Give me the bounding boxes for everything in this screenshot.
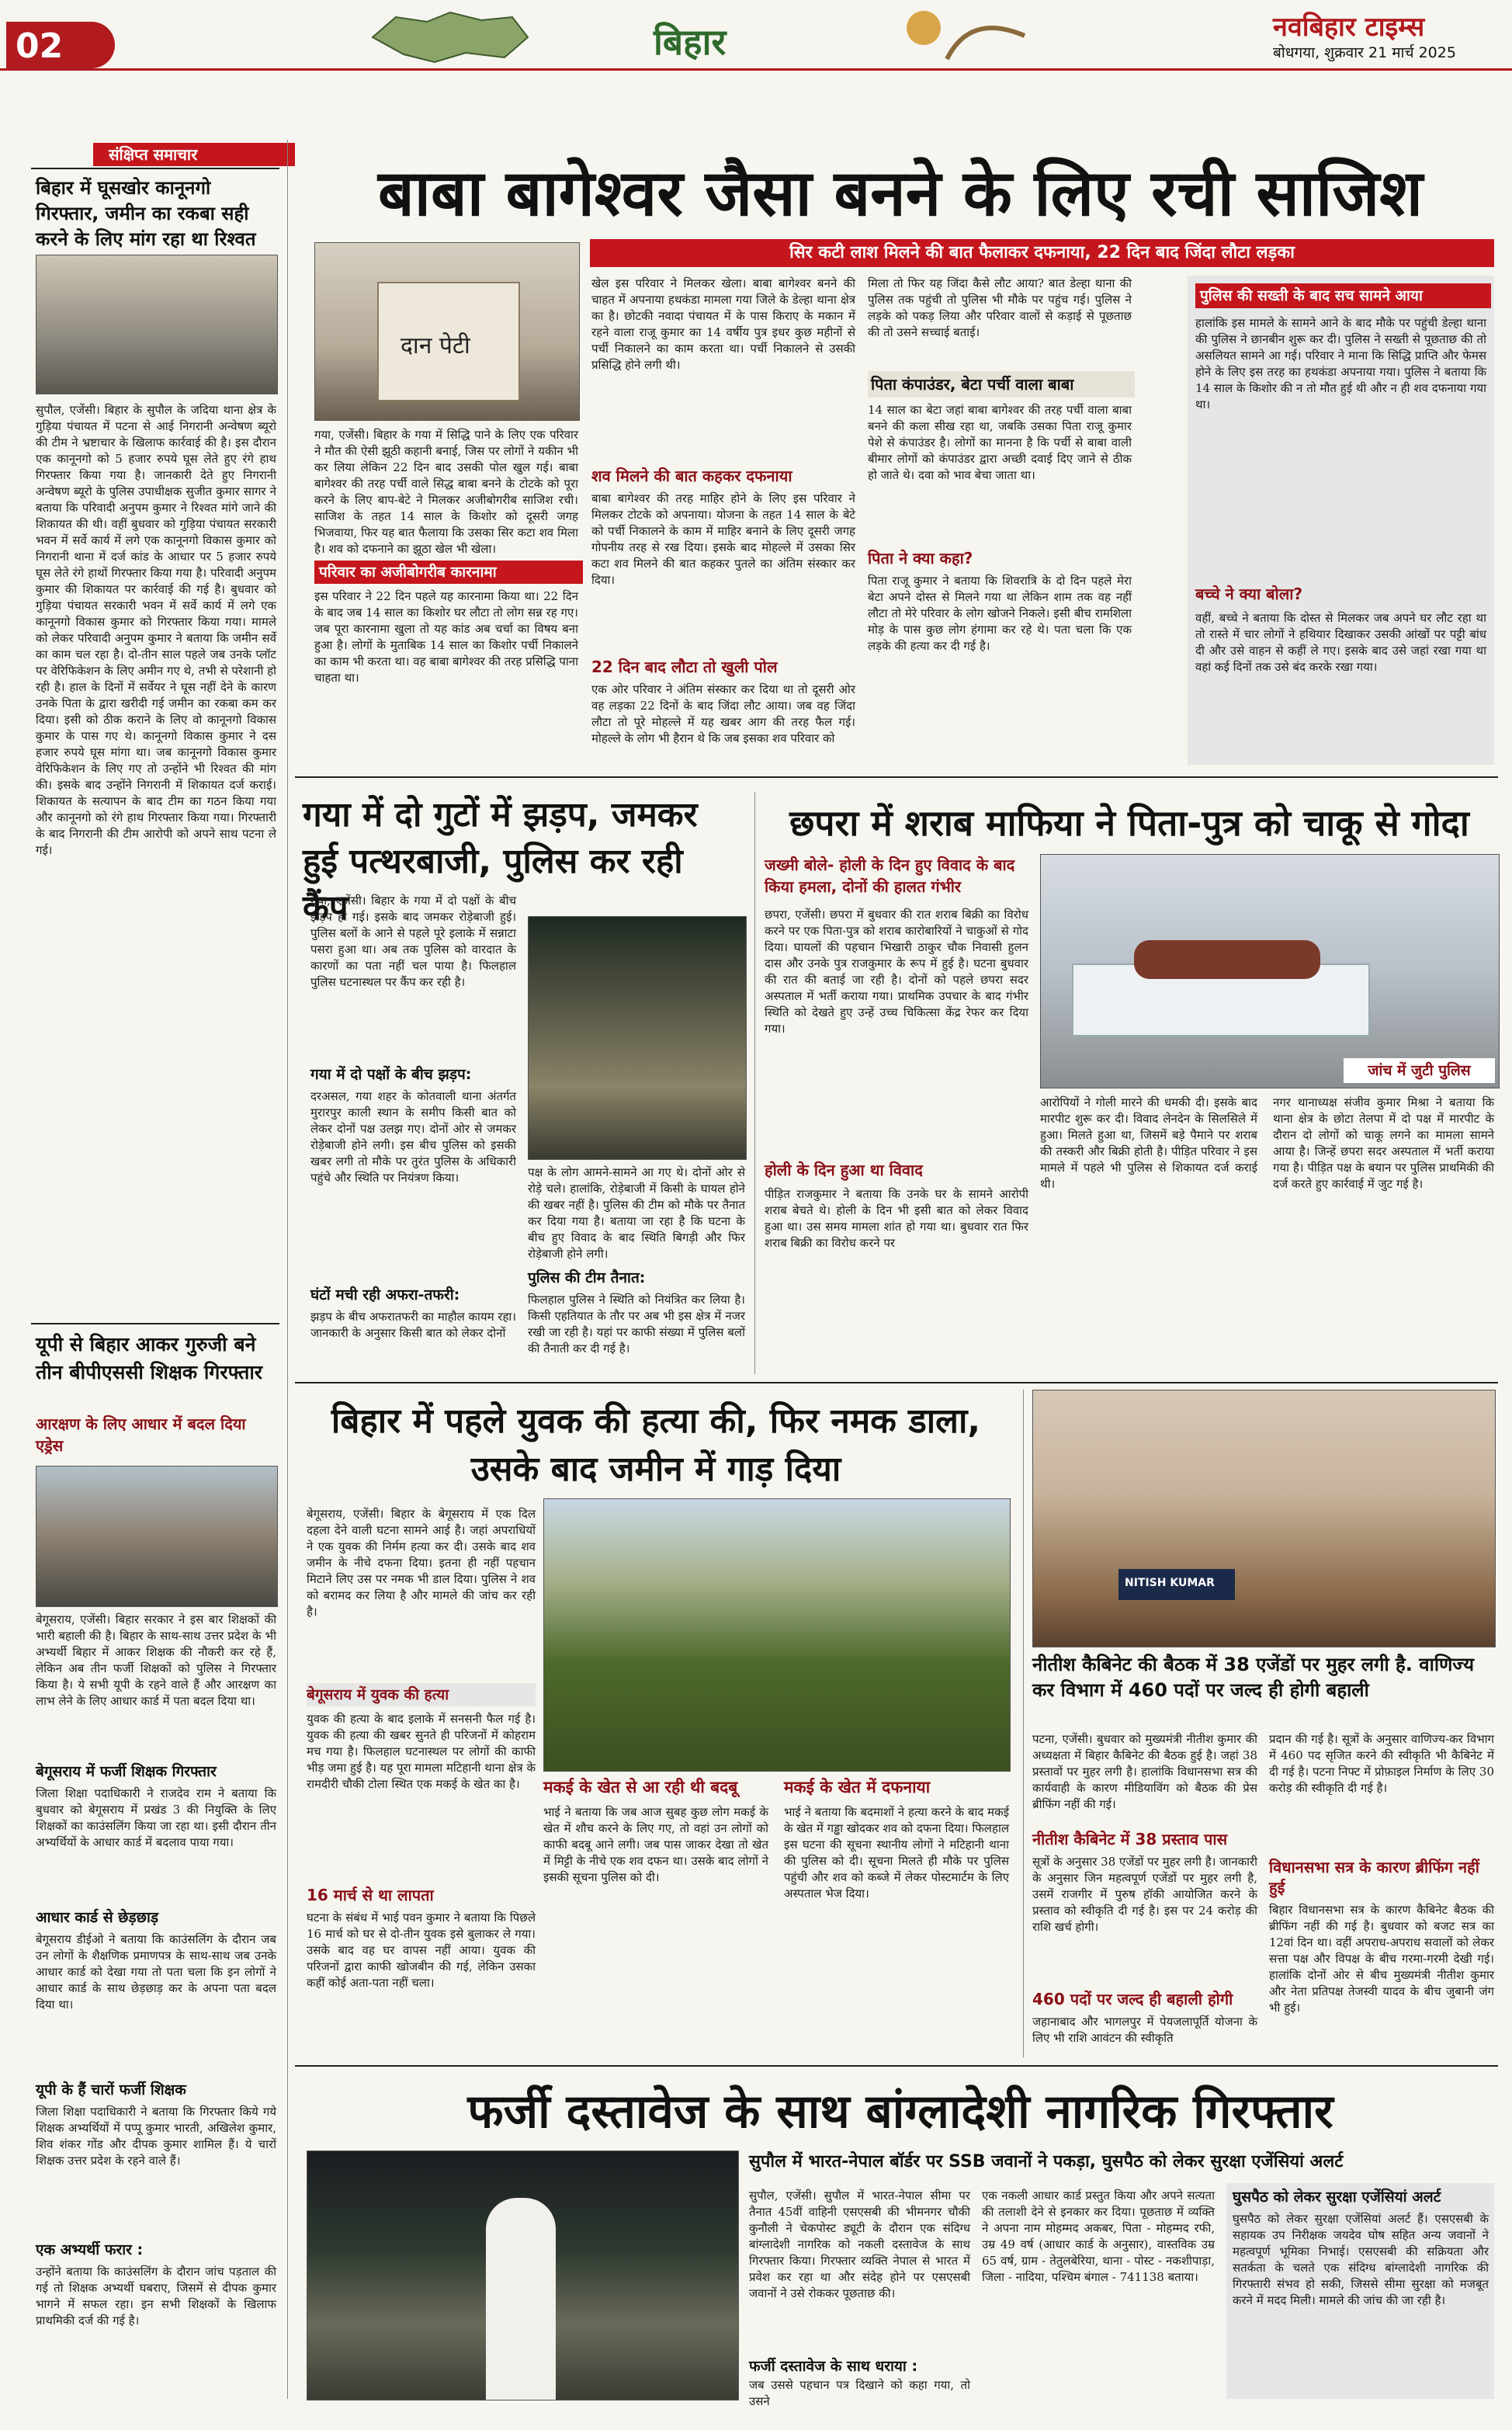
bageshwar-headline: बाबा बागेश्वर जैसा बनने के लिए रची साजिश <box>377 157 1424 231</box>
sidebar-story2-photo <box>36 1466 278 1607</box>
bangladesh-headline: फर्जी दस्तावेज के साथ बांग्लादेशी नागरिक गिरफ्तार <box>467 2085 1333 2139</box>
bageshwar-sub6: बच्चे ने क्या बोला? <box>1195 585 1303 603</box>
cabinet-col1b: सूत्रों के अनुसार 38 एजेंडों पर मुहर लगी है। जानकारी के अनुसार जिन महत्वपूर्ण एजेंडों पर मुहर लगी है, उसमें राजगीर में पुरुष हॉकी आयोजित करने के प्रस्ताव को स्वीकृति दी गई है। इस पर 24 करोड़ की राशि खर्च होगी। <box>1032 1855 1257 1934</box>
sidebar-body-aadhar: बेगूसराय डीईओ ने बताया कि काउंसलिंग के दौरान जब उन लोगों के शैक्षणिक प्रमाणपत्र के साथ-साथ जब उनके आधार कार्ड को देखा गया तो पता चला कि इन लोगों ने आधार कार्ड के साथ छेड़छाड़ कर के अपना पता बदल दिया था। <box>36 1932 276 2012</box>
bangladesh-col3: घुसपैठ को लेकर सुरक्षा एजेंसियां अलर्ट हैं। एसएसबी के सहायक उप निरीक्षक जयदेव घोष सहित अन्य जवानों ने महत्वपूर्ण भूमिका निभाई। एसएसबी की सक्रियता और सतर्कता के चलते एक संदिग्ध बांग्लादेशी नागरिक की गिरफ्तारी संभव हो सकी, जिससे सीमा सुरक्षा को मजबूत करने में मदद मिली। मामले की जांच की जा रही है। <box>1233 2212 1489 2307</box>
bangladesh-photo <box>307 2151 739 2400</box>
sidebar-body-begusarai: जिला शिक्षा पदाधिकारी ने राजदेव राम ने बताया कि बुधवार को बेगूसराय में प्रखंड 3 की नियुक्ति के लिए शिक्षकों का काउंसलिंग किया जा रहा था। इसी दौरान तीन अभ्यर्थियों के आधार कार्ड में बदलाव पाया गया। <box>36 1786 276 1849</box>
bageshwar-col4b: वहीं, बच्चे ने बताया कि दोस्त से मिलकर जब अपने घर लौट रहा था तो रास्ते में चार लोगों ने हथियार दिखाकर उसकी आंखों पर पट्टी बांध दी और उसे वाहन से कहीं ले गए। इसके बाद उसे जहां रखा गया था वहां कई दिनों तक उसे बंद करके रखा गया। <box>1195 611 1486 674</box>
gaya-col1b: दरअसल, गया शहर के कोतवाली थाना अंतर्गत मुरारपुर काली स्थान के समीप किसी बात को लेकर दोनों पक्ष उलझ गए। दोनों ओर से जमकर रोड़ेबाजी होने लगी। इस बीच पुलिस को इसकी खबर लगी तो मौके पर तुरंत पुलिस के अधिकारी पहुंचे और स्थिति पर नियंत्रण किया। <box>310 1089 516 1185</box>
gaya-col1: गया, एजेंसी। बिहार के गया में दो पक्षों के बीच झड़प हो गई। इसके बाद जमकर रोड़ेबाजी हुई। पुलिस बलों के आने से पहले पूरे इलाके में सन्नाटा पसरा हुआ था। अब तक पुलिस को वारदात के कारणों का पता नहीं चल पाया है। फिलहाल पुलिस घटनास्थल पर कैंप कर रही है। <box>310 894 516 989</box>
chhapra-sub2: होली के दिन हुआ था विवाद <box>765 1161 923 1179</box>
chhapra-headline: छपरा में शराब माफिया ने पिता-पुत्र को चाकू से गोदा <box>789 802 1469 844</box>
cabinet-col2b: बिहार विधानसभा सत्र के कारण कैबिनेट बैठक की ब्रीफिंग नहीं की गई है। बुधवार को बजट सत्र का 12वां दिन था। वहीं अपराध-अपराध सवालों को लेकर सत्ता पक्ष और विपक्ष के बीच गरमा-गरमी देखी गई। हालांकि दोनों ओर से बीच मुख्यमंत्री नीतीश कुमार और नेता प्रतिपक्ष तेजस्वी यादव के बीच जुबानी जंग भी हुई। <box>1269 1903 1494 2015</box>
bageshwar-photo-caption: दान पेटी <box>401 332 470 359</box>
gaya-col1c: झड़प के बीच अफरातफरी का माहौल कायम रहा। जानकारी के अनुसार किसी बात को लेकर दोनों <box>310 1310 516 1340</box>
begusarai-cap2: मकई के खेत में दफनाया <box>784 1778 931 1796</box>
bageshwar-strap: सिर कटी लाश मिलने की बात फैलाकर दफनाया, 22 दिन बाद जिंदा लौटा लड़का <box>590 239 1494 267</box>
cabinet-sub2: 460 पदों पर जल्द ही बहाली होगी <box>1032 1990 1233 2008</box>
sidebar-sub-begusarai: बेगूसराय में फर्जी शिक्षक गिरफ्तार <box>36 1763 217 1780</box>
bageshwar-sub4: पिता कंपाउंडर, बेटा पर्ची वाला बाबा <box>868 371 1135 397</box>
begusarai-sub2: 16 मार्च से था लापता <box>307 1886 434 1904</box>
chhapra-photo <box>1040 854 1500 1088</box>
bageshwar-sub3: 22 दिन बाद लौटा तो खुली पोल <box>591 658 778 676</box>
patient <box>1134 940 1320 979</box>
sidebar-label: संक्षिप्त समाचार <box>93 143 295 166</box>
sidebar-story2-headline: यूपी से बिहार आकर गुरुजी बने तीन बीपीएससी शिक्षक गिरफ्तार <box>36 1333 263 1383</box>
bageshwar-col3b: 14 साल का बेटा जहां बाबा बागेश्वर की तरह पर्ची वाला बाबा बनने की कला सीख रहा था, जबकि उसका पिता राजू कुमार पेशे से कंपाउंडर है। लोगों का मानना है कि पर्ची से बाबा वाली बीमार लोगों को कंपाउंडर द्वारा अच्छी दवाई दिए जाने से ठीक हो जाते थे। दवा को भाव बेचा जाता था। <box>868 403 1132 482</box>
bageshwar-sub5: पिता ने क्या कहा? <box>868 549 973 568</box>
bageshwar-col4-head: पुलिस की सख्ती के बाद सच सामने आया <box>1195 283 1491 308</box>
sidebar-body-fir: उन्होंने बताया कि काउंसलिंग के दौरान जांच पड़ताल की गई तो शिक्षक अभ्यर्थी घबराए, जिसमें से दीपक कुमार भागने में सफल रहा। इन सभी शिक्षकों के खिलाफ प्राथमिकी दर्ज की गई है। <box>36 2265 276 2328</box>
bageshwar-col2: खेल इस परिवार ने मिलकर खेला। बाबा बागेश्वर बनने की चाहत में अपनाया हथकंडा मामला गया जिले के डेल्हा थाना क्षेत्र का है। छोटकी नवादा पंचायत में के पास किराए के मकान में रहने वाला राजू कुमार का 14 वर्षीय पुत्र इधर कुछ महीनों से पर्ची निकालने का काम करता था। पर्ची निकालने से उसकी प्रसिद्धि होने लगी थी। <box>591 276 855 372</box>
cabinet-headline: नीतीश कैबिनेट की बैठक में 38 एजेंडों पर मुहर लगी है. वाणिज्य कर विभाग में 460 पदों पर जल्द ही होगी बहाली <box>1032 1654 1475 1701</box>
begusarai-col2: भाई ने बताया कि जब आज सुबह कुछ लोग मकई के खेत में शौच करने के लिए गए, तो वहां उन लोगों को काफी बदबू आने लगी। जब पास जाकर देखा तो खेत में मिट्टी के नीचे एक शव दफन था। उसके बाद लोगों ने इसकी सूचना पुलिस को दी। <box>543 1805 768 1884</box>
bageshwar-sub1: परिवार का अजीबोगरीब कारनामा <box>314 561 583 584</box>
masthead-rule <box>0 68 1512 71</box>
cabinet-col1c: जहानाबाद और भागलपुर में पेयजलापूर्ति योजना के लिए भी राशि आवंटन की स्वीकृति <box>1032 2015 1257 2045</box>
begusarai-col1c: घटना के संबंध में भाई पवन कुमार ने बताया कि पिछले 16 मार्च को घर से दो-तीन युवक इसे बुलाकर ले गया। उसके बाद वह घर वापस नहीं आया। युवक की परिजनों द्वारा काफी खोजबीन की गई, लेकिन उसका कहीं कोई अता-पता नहीं चला। <box>307 1911 536 1990</box>
gaya-photo <box>528 916 747 1160</box>
sidebar <box>31 140 279 2399</box>
gaya-col2b: फिलहाल पुलिस ने स्थिति को नियंत्रित कर लिया है। किसी एहतियात के तौर पर अब भी इस क्षेत्र में नजर रखी जा रही है। यहां पर काफी संख्या में पुलिस बलों की तैनाती कर दी गई है। <box>528 1293 745 1356</box>
paper-name: नवबिहार टाइम्स <box>1273 12 1425 43</box>
sidebar-story1-body: सुपौल, एजेंसी। बिहार के सुपौल के जदिया थाना क्षेत्र के गुड़िया पंचायत में पटना से आई निगरानी अन्वेषण ब्यूरो की टीम ने भ्रष्टाचार के खिलाफ कार्रवाई की है। इस दौरान एक कानूनगो को 5 हजार रुपये घूस लेते हुए रंगे हाथ गिरफ्तार किया गया है। जानकारी देते हुए निगरानी अन्वेषण ब्यूरो के पुलिस उपाधीक्षक सुजीत कुमार सागर ने बताया कि परिवादी अनुपम कुमार ने रिश्वत मांगे जाने की शिकायत की थी। वहीं बुधवार को गुड़िया पंचायत सरकारी भवन में सर्वे कार्य में लगे एक कानूनगो विकास कुमार को निगरानी थाना में दर्ज कांड के आधार पर 5 हजार रुपये घूस लेते रंगे हाथों गिरफ्तार किया गया है। परिवादी अनुपम कुमार की शिकायत पर कार्रवाई की गई है। बुधवार को गुड़िया पंचायत सरकारी भवन में सर्वे कार्य में लगे एक कानूनगो विकास कुमार को गिरफ्तार किया गया। मामले को लेकर परिवादी अनुपम कुमार ने बताया कि जमीन सर्वे का काम चल रहा है। दो-तीन साल पहले जब उनके प्लॉट पर वेरिफिकेशन के लिए अमीन गए थे, तभी से परेशानी हो रही है। हाल के दिनों में सर्वेयर ने घूस नहीं देने के कारण उनके पिता के द्वारा खरीदी गई जमीन का रकबा कम कर दिया। इसी को ठीक कराने के लिए वो कानूनगो विकास कुमार के पास गए थे। कानूनगो विकास कुमार ने दस हजार रुपये घूस मांगा था। जब कानूनगो विकास कुमार वेरिफिकेशन के लिए गए तो उन्होंने भी रिश्वत की मांग की। इसके बाद उन्होंने निगरानी में शिकायत दर्ज कराई। शिकायत के सत्यापन के बाद टीम का गठन किया गया और कानूनगो को रंगे हाथ गिरफ्तार किया गया। गिरफ्तारी के बाद निगरानी की टीम आरोपी को अपने साथ पटना ले गई। <box>36 403 276 857</box>
bageshwar-photo <box>314 242 580 421</box>
bageshwar-col1b: इस परिवार ने 22 दिन पहले यह कारनामा किया था। 22 दिन के बाद जब 14 साल का किशोर घर लौटा तो लोग सन्न रह गए। जब पूरा कारनामा खुला तो यह कांड अब चर्चा का विषय बना हुआ है। लोगों के मुताबिक 14 साल का किशोर पर्ची निकालने का काम भी करता था। वह बाबा बागेश्वर की तरह प्रसिद्धि पाना चाहता था। <box>314 589 578 685</box>
arrested-man <box>486 2198 556 2400</box>
chhapra-col3: नगर थानाध्यक्ष संजीव कुमार मिश्रा ने बताया कि थाना क्षेत्र के छोटा तेलपा में दो पक्ष में मारपीट के दौरान दो लोगों को चाकू लगने का मामला सामने आया है। जिन्हें छपरा सदर अस्पताल में भर्ती कराया गया है। पीड़ित पक्ष के बयान पर पुलिस प्राथमिकी की दर्ज करते हुए कार्रवाई में जुट गई है। <box>1273 1095 1494 1191</box>
masthead-art <box>893 5 1032 67</box>
bangladesh-col2: एक नकली आधार कार्ड प्रस्तुत किया और अपने सत्यता की तलाशी देने से इनकार कर दिया। पूछताछ में व्यक्ति ने अपना नाम मोहम्मद अकबर, पिता - मोहम्मद रफी, उम्र 49 वर्ष (आधार कार्ड के अनुसार), वास्तविक उम्र 65 वर्ष, ग्राम - तेतुलबेरिया, थाना - पोस्ट - नकशीपाड़ा, जिला - नादिया, पश्चिम बंगाल - 741138 बताया। <box>982 2189 1215 2284</box>
sidebar-body-up: जिला शिक्षा पदाधिकारी ने बताया कि गिरफ्तार किये गये शिक्षक अभ्यर्थियों में पप्पू कुमार भारती, अखिलेश कुमार, शिव शंकर गोंड और दीपक कुमार शामिल हैं। ये चारों शिक्षक उत्तर प्रदेश के रहने वाले हैं। <box>36 2105 276 2168</box>
begusarai-col1: बेगूसराय, एजेंसी। बिहार के बेगूसराय में एक दिल दहला देने वाली घटना सामने आई है। जहां अपराधियों ने एक युवक की निर्मम हत्या कर दी। उसके बाद शव जमीन के नीचे दफना दिया। इतना ही नहीं पहचान मिटाने लिए उस पर नमक भी डाल दिया। पुलिस ने शव को बरामद कर लिया है और मामले की जांच कर रही है। <box>307 1507 536 1619</box>
masthead <box>0 0 1512 70</box>
begusarai-cap1: मकई के खेत से आ रही थी बदबू <box>543 1778 738 1796</box>
gaya-sub2: घंटों मची रही अफरा-तफरी: <box>310 1286 460 1304</box>
cabinet-col1: पटना, एजेंसी। बुधवार को मुख्यमंत्री नीतीश कुमार की अध्यक्षता में बिहार कैबिनेट की बैठक हुई है। जहां 38 प्रस्तावों पर मुहर लगी है। हालांकि विधानसभा सत्र की कार्यवाही के कारण मीडियाविंग को बैठक की प्रेस ब्रीफिंग नहीं की गई। <box>1032 1732 1257 1811</box>
bageshwar-col3c: पिता राजू कुमार ने बताया कि शिवरात्रि के दो दिन पहले मेरा बेटा अपने दोस्त से मिलने गया था लेकिन शाम तक वह नहीं लौटा तो मेरे परिवार के लोग खोजने निकले। इसी बीच रामशिला मोड़ के पास कुछ लोग हंगामा कर रहे थे। पता चला कि एक लड़के की हत्या कर दी गई है। <box>868 574 1132 653</box>
begusarai-sub1: बेगूसराय में युवक की हत्या <box>307 1683 536 1706</box>
bangladesh-col1b: जब उससे पहचान पत्र दिखाने को कहा गया, तो उसने <box>749 2378 970 2408</box>
bihar-map-graphic <box>365 6 536 67</box>
sidebar-sub-fir: एक अभ्यर्थी फरार : <box>36 2241 144 2258</box>
sidebar-story2-body: बेगूसराय, एजेंसी। बिहार सरकार ने इस बार शिक्षकों की भारी बहाली की है। बिहार के साथ-साथ उत्तर प्रदेश के भी अभ्यर्थी बिहार में आकर शिक्षक की नौकरी कर रहे हैं, लेकिन अब तीन फर्जी शिक्षकों को पुलिस ने गिरफ्तार किया है। ये सभी यूपी के रहने वाले हैं और आरक्षण का लाभ लेने के लिए आधार कार्ड में पता बदल दिया था। <box>36 1612 276 1708</box>
cabinet-photo-label: NITISH KUMAR <box>1125 1577 1215 1589</box>
bangladesh-sub1: फर्जी दस्तावेज के साथ धराया : <box>749 2358 918 2375</box>
bangladesh-col1: सुपौल, एजेंसी। सुपौल में भारत-नेपाल सीमा पर तैनात 45वीं वाहिनी एसएसबी की भीमनगर चौकी कुनौली ने चेकपोस्ट ड्यूटी के दौरान एक संदिग्ध बांग्लादेशी नागरिक को नकली दस्तावेज के साथ गिरफ्तार किया। गिरफ्तार व्यक्ति नेपाल से भारत में प्रवेश कर रहा था और संदेह होने पर एसएसबी जवानों ने उसे रोककर पूछताछ की। <box>749 2189 970 2300</box>
bageshwar-col2b: बाबा बागेश्वर की तरह माहिर होने के लिए इस परिवार ने मिलकर टोटके को अपनाया। योजना के तहत 14 साल के बेटे को पर्ची निकालने के काम में माहिर बनाने के लिए दूसरी जगह गोपनीय तरह से रख दिया। इसके बाद मोहल्ले में उसका सिर कटा शव मिलने की बात कहकर पुतले का अंतिम संस्कार कर दिया। <box>591 491 855 587</box>
gaya-sub3: पुलिस की टीम तैनात: <box>528 1269 646 1286</box>
sidebar-story1-headline: बिहार में घूसखोर कानूनगो गिरफ्तार, जमीन का रकबा सही करने के लिए मांग रहा था रिश्वत <box>36 177 256 250</box>
sidebar-story2-sub: आरक्षण के लिए आधार में बदल दिया एड्रेस <box>36 1415 246 1455</box>
chhapra-col1: छपरा, एजेंसी। छपरा में बुधवार की रात शराब बिक्री का विरोध करने पर एक पिता-पुत्र को शराब कारोबारियों ने चाकुओं से गोद दिया। घायलों की पहचान भिखारी ठाकुर चौक निवासी हुलन दास और उनके पुत्र राजकुमार के रूप में हुई है। घटना बुधवार की रात की बताई जा रही है। दोनों को पहले छपरा सदर अस्पताल में भर्ती कराया गया। प्राथमिक उपचार के बाद गंभीर स्थिति को देखते हुए उन्हें उच्च चिकित्सा केंद्र रेफर कर दिया गया। <box>765 908 1028 1036</box>
gaya-col2: पक्ष के लोग आमने-सामने आ गए थे। दोनों ओर से रोड़े चले। हालांकि, रोड़ेबाजी में किसी के घायल होने की खबर नहीं है। पुलिस की टीम को मौके पर तैनात कर दिया गया है। बताया जा रहा है कि घटना के बीच हुए विवाद के बाद स्थिति बिगड़ी और फिर रोड़ेबाजी होने लगी। <box>528 1165 745 1261</box>
chhapra-col1b: पीड़ित राजकुमार ने बताया कि उनके घर के सामने आरोपी शराब बेचते थे। होली के दिन भी इसी बात को लेकर विवाद हुआ था। उस समय मामला शांत हो गया था। बुधवार रात फिर शराब बिक्री का विरोध करने पर <box>765 1187 1028 1250</box>
chhapra-caption: जांच में जुटी पुलिस <box>1344 1058 1495 1083</box>
chhapra-sub: जख्मी बोले- होली के दिन हुए विवाद के बाद किया हमला, दोनों की हालत गंभीर <box>765 856 1015 896</box>
bageshwar-sub2: शव मिलने की बात कहकर दफनाया <box>591 467 792 485</box>
begusarai-photo <box>543 1498 1011 1772</box>
dateline: बोधगया, शुक्रवार 21 मार्च 2025 <box>1273 44 1456 61</box>
begusarai-col3: भाई ने बताया कि बदमाशों ने हत्या करने के बाद मकई के खेत में गड्ढा खोदकर शव को दफना दिया। फिलहाल इस घटना की सूचना स्थानीय लोगों ने मटिहानी थाना की पुलिस को दी। सूचना मिलते ही मौके पर पुलिस पहुंची और शव को कब्जे में लेकर पोस्टमार्टम के लिए अस्पताल भेज दिया। <box>784 1805 1009 1901</box>
sidebar-story1-photo <box>36 255 278 394</box>
bageshwar-col2c: एक ओर परिवार ने अंतिम संस्कार कर दिया था तो दूसरी ओर वह लड़का 22 दिनों के बाद जिंदा लौट आया। जब वह जिंदा लौटा तो पूरे मोहल्ले में यह खबर आग की तरह फैल गई। मोहल्ले के लोग भी हैरान थे कि जब इसका शव परिवार को <box>591 682 855 745</box>
begusarai-col1b: युवक की हत्या के बाद इलाके में सनसनी फैल गई है। युवक की हत्या की खबर सुनते ही परिजनों में कोहराम मच गया है। फिलहाल घटनास्थल पर लोगों की काफी भीड़ जमा हुई है। यह पूरा मामला मटिहानी थाना क्षेत्र के रामदीरी चौकी टोला स्थित एक मकई के खेत का है। <box>307 1712 536 1791</box>
begusarai-headline: बिहार में पहले युवक की हत्या की, फिर नमक डाला, उसके बाद जमीन में गाड़ दिया <box>331 1401 981 1489</box>
page-number: 02 <box>16 26 64 66</box>
bangladesh-sub2: घुसपैठ को लेकर सुरक्षा एजेंसियां अलर्ट <box>1233 2189 1441 2206</box>
bageshwar-col1: गया, एजेंसी। बिहार के गया में सिद्धि पाने के लिए एक परिवार ने मौत की ऐसी झूठी कहानी बनाई, जिस पर लोगों ने यकीन भी कर लिया लेकिन 22 दिन बाद उसकी पोल खुल गई। बाबा बागेश्वर की तरह पर्ची वाले सिद्ध बाबा बनने के टोटके को पूरा करने के लिए बाप-बेटे ने मिलकर अजीबोगरीब साजिश रची। साजिश के तहत 14 साल के किशोर को दूसरी जगह भिजवाया, फिर यह बात फैलाया कि उसका सिर कटा शव मिला है। शव को दफनाने का झूठा खेल भी खेला। <box>314 428 578 556</box>
section-title: बिहार <box>654 21 727 63</box>
bangladesh-strap: सुपौल में भारत-नेपाल बॉर्डर पर SSB जवानों ने पकड़ा, घुसपैठ को लेकर सुरक्षा एजेंसियां अलर्ट <box>749 2152 1344 2171</box>
sidebar-sub-aadhar: आधार कार्ड से छेड़छाड़ <box>36 1909 159 1926</box>
gaya-sub1: गया में दो पक्षों के बीच झड़प: <box>310 1066 472 1083</box>
cabinet-col2: प्रदान की गई है। सूत्रों के अनुसार वाणिज्य-कर विभाग में 460 पद सृजित करने की स्वीकृति भी कैबिनेट में दी गई है। पटना निफ्ट में प्रोफ़ाइल निर्माण के लिए 30 करोड़ की स्वीकृति दी गई है। <box>1269 1732 1494 1795</box>
cabinet-sub3: विधानसभा सत्र के कारण ब्रीफिंग नहीं हुई <box>1269 1858 1479 1897</box>
sidebar-sub-up: यूपी के हैं चारों फर्जी शिक्षक <box>36 2081 186 2098</box>
gaya-headline: गया में दो गुटों में झड़प, जमकर हुई पत्थरबाजी, पुलिस कर रही कैंप <box>303 795 698 928</box>
cabinet-sub1: नीतीश कैबिनेट में 38 प्रस्ताव पास <box>1032 1830 1228 1849</box>
chhapra-col2: आरोपियों ने गोली मारने की धमकी दी। इसके बाद मारपीट शुरू कर दी। विवाद लेनदेन के सिलसिले में हुआ। मिलते हुआ था, जिसमें बड़े पैमाने पर शराब की तस्करी और बिक्री होती है। पीड़ित परिवार ने इस मामले में पहले भी पुलिस से शिकायत दर्ज कराई थी। <box>1040 1095 1257 1191</box>
bageshwar-col4: हालांकि इस मामले के सामने आने के बाद मौके पर पहुंची डेल्हा थाना की पुलिस ने छानबीन शुरू कर दी। पुलिस ने सख्ती से पूछताछ की तो असलियत सामने आ गई। परिवार ने माना कि सिद्धि प्राप्ति और फेमस होने के लिए इस तरह का हथकंडा अपनाया गया। पुलिस ने बताया कि 14 साल के किशोर की न तो मौत हुई थी और न ही शव दफनाया गया था। <box>1195 316 1486 411</box>
bageshwar-col3: मिला तो फिर यह जिंदा कैसे लौट आया? बात डेल्हा थाना की पुलिस तक पहुंची तो पुलिस भी मौके पर पहुंच गई। पुलिस ने लड़के को पकड़ लिया और परिवार वालों से कड़ाई से पूछताछ की तो उसने सच्चाई बताई। <box>868 276 1132 339</box>
cabinet-photo <box>1032 1390 1496 1647</box>
